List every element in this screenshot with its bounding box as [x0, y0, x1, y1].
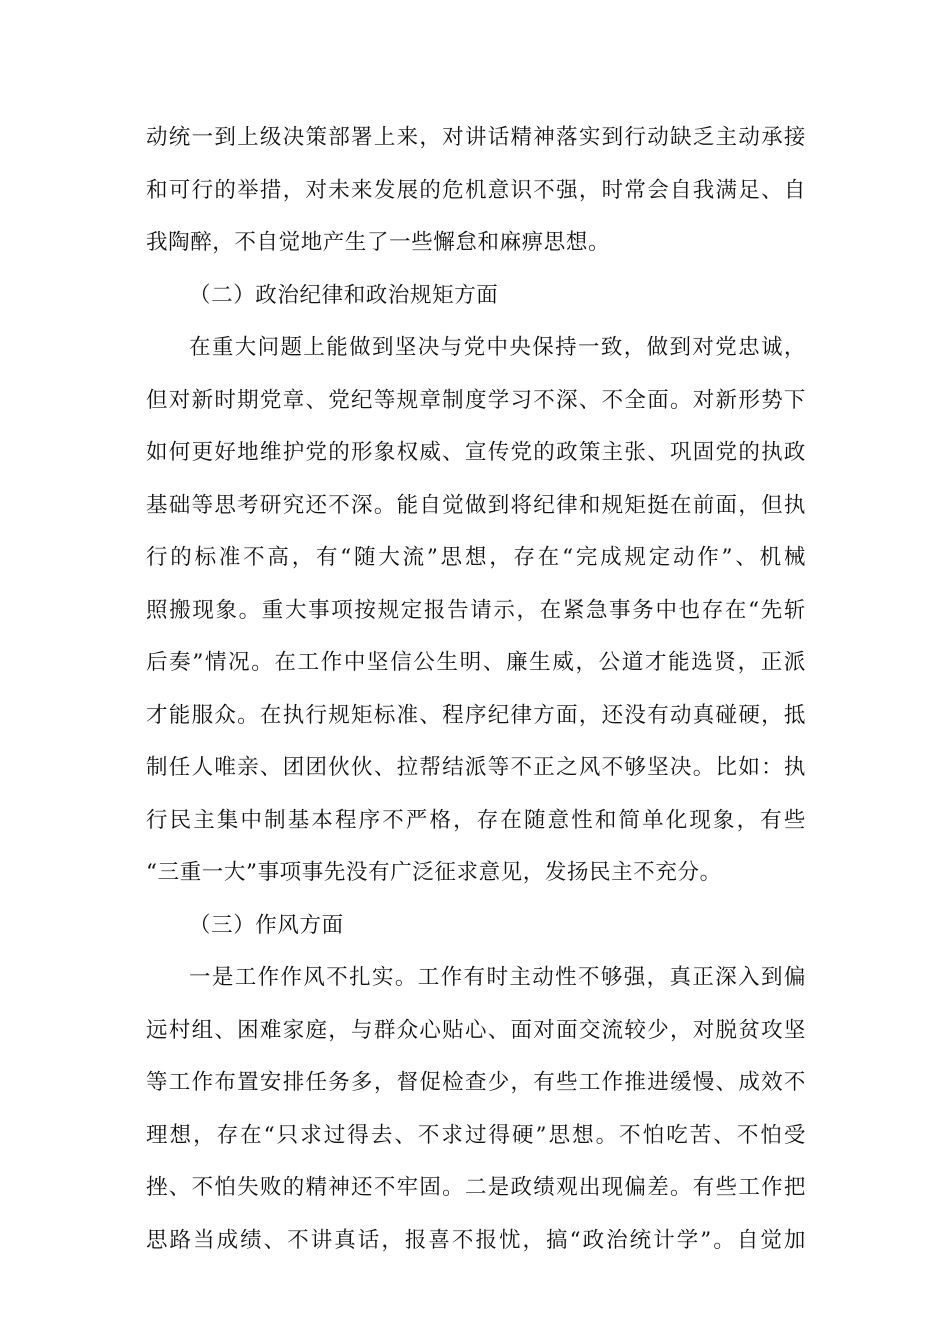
paragraph-line: 理想，存在“只求过得去、不求过得硬”思想。不怕吃苦、不怕受: [146, 1123, 806, 1148]
paragraph-line: 在重大问题上能做到坚决与党中央保持一致，做到对党忠诚，: [189, 335, 806, 360]
paragraph-line: 基础等思考研究还不深。能自觉做到将纪律和规矩挺在前面，但执: [146, 493, 806, 518]
paragraph-line: 挫、不怕失败的精神还不牢固。二是政绩观出现偏差。有些工作把: [146, 1175, 806, 1200]
paragraph-line: 后奏”情况。在工作中坚信公生明、廉生威，公道才能选贤，正派: [146, 650, 806, 675]
paragraph-line: 思路当成绩、不讲真话，报喜不报忧，搞“政治统计学”。自觉加: [146, 1228, 806, 1253]
paragraph-line: 和可行的举措，对未来发展的危机意识不强，时常会自我满足、自: [146, 178, 806, 203]
paragraph-line: 如何更好地维护党的形象权威、宣传党的政策主张、巩固党的执政: [146, 440, 806, 465]
paragraph-line: 等工作布置安排任务多，督促检查少，有些工作推进缓慢、成效不: [146, 1070, 806, 1095]
paragraph-line: 才能服众。在执行规矩标准、程序纪律方面，还没有动真碰硬，抵: [146, 703, 806, 728]
section-heading: （二）政治纪律和政治规矩方面: [189, 283, 499, 308]
paragraph-line: 一是工作作风不扎实。工作有时主动性不够强，真正深入到偏: [189, 965, 806, 990]
paragraph-line: 我陶醉，不自觉地产生了一些懈怠和麻痹思想。: [146, 230, 611, 255]
section-heading: （三）作风方面: [189, 913, 344, 938]
paragraph-line: “三重一大”事项事先没有广泛征求意见，发扬民主不充分。: [146, 860, 722, 885]
paragraph-line: 行民主集中制基本程序不严格，存在随意性和简单化现象，有些: [146, 808, 806, 833]
paragraph-line: 制任人唯亲、团团伙伙、拉帮结派等不正之风不够坚决。比如：执: [146, 755, 806, 780]
paragraph-line: 动统一到上级决策部署上来，对讲话精神落实到行动缺乏主动承接: [146, 125, 806, 150]
paragraph-line: 远村组、困难家庭，与群众心贴心、面对面交流较少，对脱贫攻坚: [146, 1018, 806, 1043]
paragraph-line: 行的标准不高，有“随大流”思想，存在“完成规定动作”、机械: [146, 545, 806, 570]
paragraph-line: 但对新时期党章、党纪等规章制度学习不深、不全面。对新形势下: [146, 388, 806, 413]
paragraph-line: 照搬现象。重大事项按规定报告请示，在紧急事务中也存在“先斩: [146, 598, 806, 623]
